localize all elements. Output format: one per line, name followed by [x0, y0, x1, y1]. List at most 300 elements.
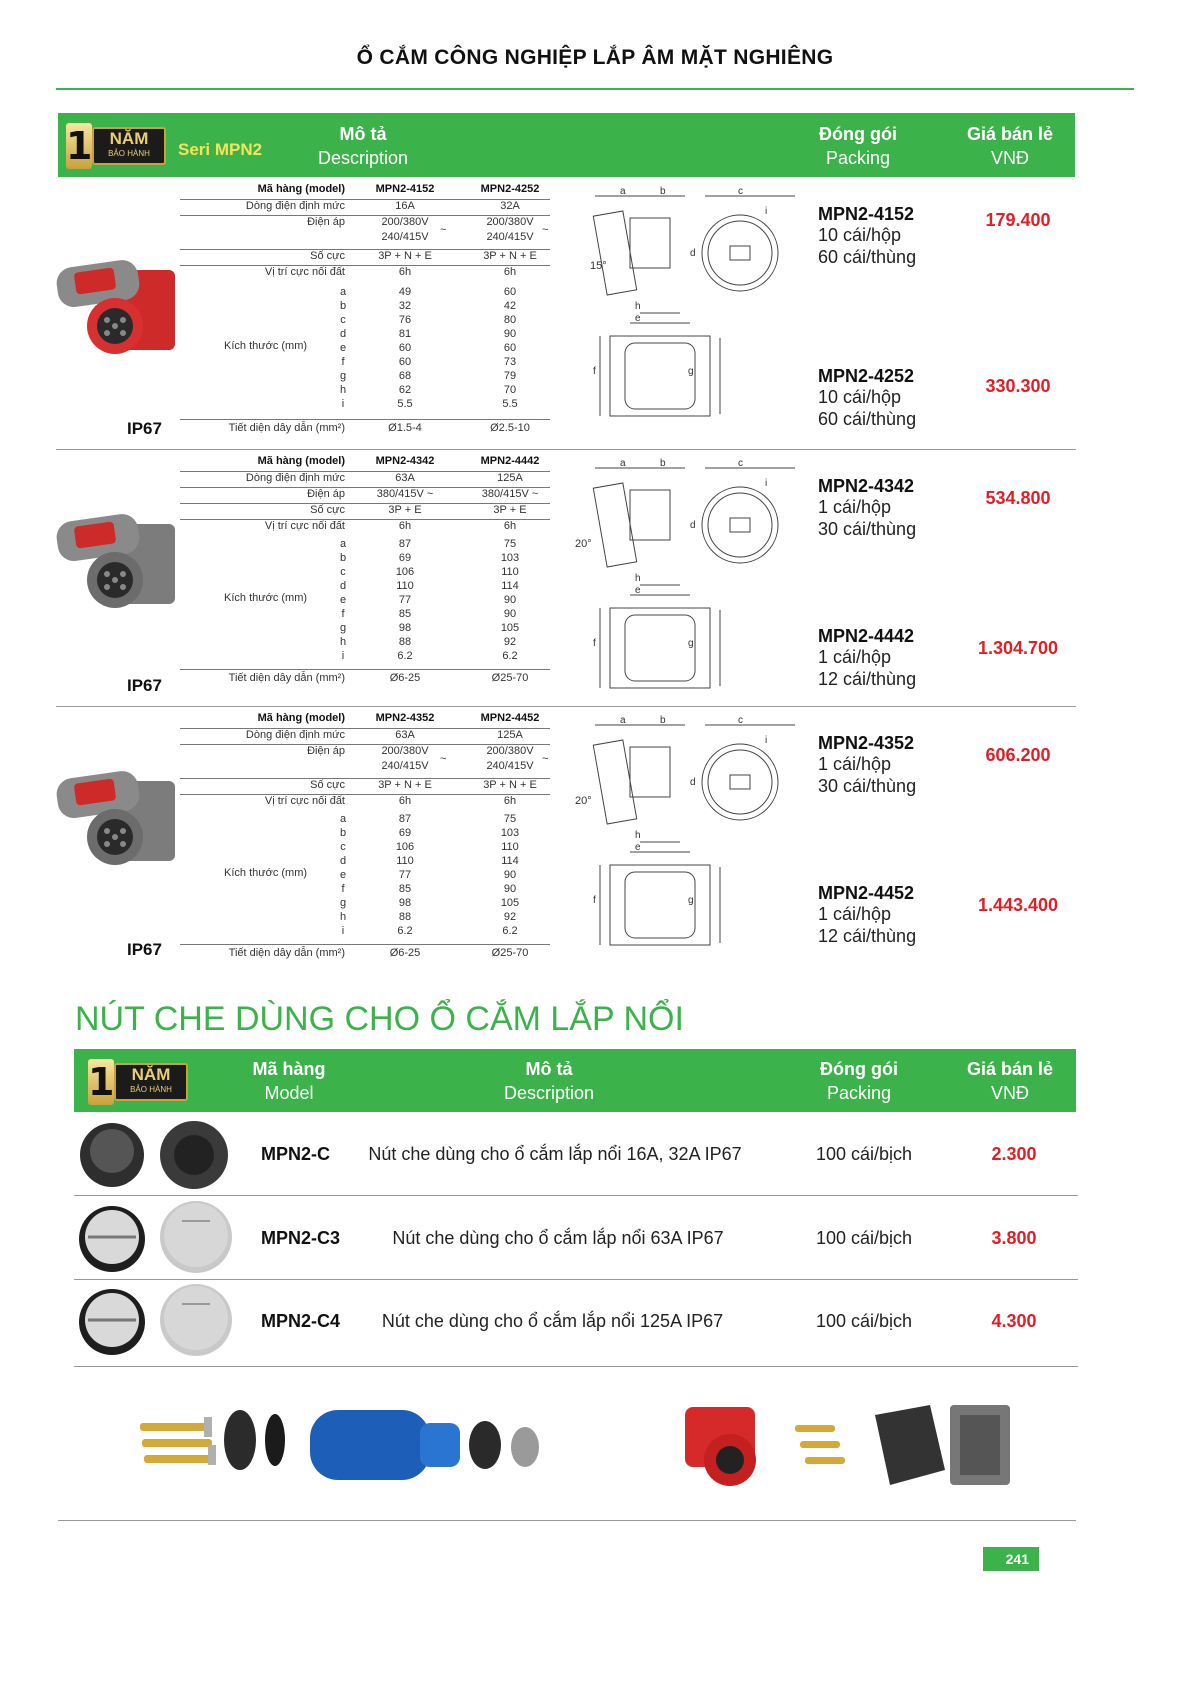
dimension-value: 42 [503, 300, 517, 312]
drawing-label: c [738, 186, 743, 197]
spec-value: 6h [503, 266, 517, 278]
cap-row [74, 1113, 1078, 1195]
spec-table [180, 712, 550, 967]
item-model: MPN2-4452 [818, 883, 915, 903]
spec-value: 6h [503, 520, 517, 532]
dimensions-label: Kích thước (mm) [224, 867, 308, 879]
dimension-value: 110 [501, 566, 519, 578]
caps-table-header [74, 1049, 1076, 1112]
spec-value: Ø6-25 [389, 672, 421, 684]
spec-value: Ø1.5-4 [388, 422, 422, 434]
dimension-value: 87 [398, 538, 412, 550]
dimension-value: 106 [395, 841, 415, 853]
item-price: 534.800 [985, 488, 1051, 508]
dimension-value: 92 [503, 636, 517, 648]
dimension-row [180, 398, 550, 412]
item-pack-carton: 60 cái/thùng [818, 247, 917, 267]
dimension-value: 90 [503, 594, 517, 606]
spec-value: MPN2-4342 [375, 455, 435, 467]
dimension-row [180, 608, 550, 622]
dimension-value: 5.5 [397, 398, 413, 410]
item-price: 1.443.400 [977, 895, 1059, 915]
spec-label: Tiết diện dây dẫn (mm²) [228, 422, 345, 434]
brass-pins-image [140, 1417, 216, 1465]
spec-label: Tiết diện dây dẫn (mm²) [228, 672, 345, 684]
spec-row [180, 729, 550, 745]
angle-label: 15° [590, 260, 607, 272]
dimension-value: 68 [398, 370, 412, 382]
warranty-number: 1 [88, 1060, 115, 1104]
dimension-letter: g [339, 622, 347, 634]
cap-row-divider [74, 1195, 1078, 1196]
dimension-letter: c [340, 841, 346, 853]
drawing-label: h [635, 301, 641, 312]
drawing-label: c [738, 715, 743, 726]
dimension-value: 81 [398, 328, 412, 340]
spec-value: 63A [395, 472, 415, 484]
dimension-value: 114 [501, 855, 519, 867]
drawing-label: e [635, 842, 641, 853]
spec-value: 200/380V [486, 216, 534, 228]
spec-value: 3P + E [388, 504, 422, 516]
page-title: Ổ CẮM CÔNG NGHIỆP LẮP ÂM MẶT NGHIÊNG [356, 46, 834, 69]
cap-description: Nút che dùng cho ổ cắm lắp nổi 125A IP67 [381, 1311, 724, 1331]
red-socket-image [685, 1407, 756, 1486]
spec-rule [180, 944, 550, 945]
spec-value: 380/415V ~ [481, 488, 539, 500]
spec-label: Mã hàng (model) [257, 183, 345, 195]
spec-label: Số cực [310, 250, 345, 262]
item-pack-box: 10 cái/hộp [818, 387, 902, 407]
spec-value: 16A [395, 200, 415, 212]
warranty-label: BẢO HÀNH [108, 149, 150, 158]
spec-value: 63A [395, 729, 415, 741]
item-model: MPN2-4342 [818, 476, 915, 496]
spec-row [180, 183, 550, 200]
drawing-label: f [593, 638, 596, 649]
spec-value: 125A [497, 472, 523, 484]
spec-value: 240/415V [486, 231, 534, 243]
drawing-label: f [593, 366, 596, 377]
item-pack-carton: 30 cái/thùng [818, 776, 917, 796]
dimension-value: 106 [395, 566, 415, 578]
caps-header-description-vi: Mô tả [525, 1059, 573, 1079]
dimension-letter: d [339, 855, 347, 867]
cap-photo [74, 1199, 244, 1277]
dimension-letter: i [341, 650, 345, 662]
page-number: 241 [983, 1547, 1039, 1571]
dimension-value: 79 [503, 370, 517, 382]
dimension-value: 60 [503, 342, 517, 354]
dimension-value: 87 [398, 813, 412, 825]
spec-row [180, 779, 550, 795]
tilde-symbol: ~ [542, 753, 549, 765]
cap-price: 4.300 [991, 1311, 1037, 1331]
item-model: MPN2-4252 [818, 366, 915, 386]
item-pack-box: 1 cái/hộp [818, 754, 892, 774]
dimension-letter: a [339, 813, 347, 825]
dimension-value: 73 [503, 356, 517, 368]
item-price: 330.300 [985, 376, 1051, 396]
dimension-row [180, 300, 550, 314]
spec-value: MPN2-4352 [375, 712, 435, 724]
spec-label: Số cực [310, 779, 345, 791]
dimension-value: 103 [500, 552, 520, 564]
spec-value: 3P + N + E [483, 250, 537, 262]
spec-row [180, 712, 550, 729]
spec-value: 240/415V [381, 760, 429, 772]
spec-value: 6h [398, 266, 412, 278]
dimension-letter: i [341, 925, 345, 937]
spec-value: 200/380V [381, 216, 429, 228]
drawing-label: i [765, 735, 768, 746]
group-divider [56, 706, 1076, 707]
drawing-label: g [688, 895, 694, 906]
drawing-label: i [765, 206, 768, 217]
dimension-value: 6.2 [502, 650, 518, 662]
cap-model: MPN2-C [261, 1144, 331, 1164]
black-insert-image [224, 1410, 285, 1470]
dimension-letter: h [339, 636, 347, 648]
product-table-header [58, 113, 1075, 177]
item-pack-carton: 60 cái/thùng [818, 409, 917, 429]
spec-label: Vị trí cực nối đất [264, 266, 345, 278]
drawing-label: d [690, 248, 696, 259]
tilde-symbol: ~ [440, 224, 447, 236]
dimension-value: 98 [398, 622, 412, 634]
cap-price: 2.300 [991, 1144, 1037, 1164]
header-description [288, 122, 438, 170]
dimension-letter: f [341, 608, 345, 620]
spec-label: Mã hàng (model) [257, 455, 345, 467]
dimension-value: 114 [501, 580, 519, 592]
spec-row [180, 455, 550, 472]
dimension-letter: g [339, 370, 347, 382]
item-model: MPN2-4442 [818, 626, 915, 646]
spec-row [180, 947, 550, 963]
dimension-value: 105 [500, 622, 520, 634]
dimension-value: 98 [398, 897, 412, 909]
spec-label: Vị trí cực nối đất [264, 520, 345, 532]
caps-header-model-vi: Mã hàng [252, 1059, 326, 1079]
item-model: MPN2-4352 [818, 733, 915, 753]
drawing-label: g [688, 366, 694, 377]
dimension-value: 6.2 [397, 925, 413, 937]
dimension-letter: e [339, 594, 347, 606]
dimension-row [180, 384, 550, 398]
ip-rating: IP67 [127, 419, 162, 438]
spec-row [180, 422, 550, 438]
dimension-value: 77 [398, 594, 412, 606]
drawing-label: b [660, 715, 666, 726]
dimension-value: 105 [500, 897, 520, 909]
drawing-label: g [688, 638, 694, 649]
spec-rule [180, 669, 550, 670]
spec-value: Ø6-25 [389, 947, 421, 959]
spec-label: Tiết diện dây dẫn (mm²) [228, 947, 345, 959]
dimension-row [180, 552, 550, 566]
cap-row [74, 1197, 1078, 1279]
dimension-row [180, 911, 550, 925]
cap-packing: 100 cái/bịch [815, 1144, 913, 1164]
spec-label: Số cực [310, 504, 345, 516]
warranty-plate [92, 127, 166, 165]
item-price: 179.400 [985, 210, 1051, 230]
dimension-value: 5.5 [502, 398, 518, 410]
dimension-letter: c [340, 314, 346, 326]
dimension-row [180, 841, 550, 855]
dimension-letter: d [339, 328, 347, 340]
spec-table [180, 183, 550, 446]
dimension-row [180, 636, 550, 650]
bottom-divider [58, 1520, 1076, 1521]
dimension-value: 75 [503, 813, 517, 825]
dimension-value: 90 [503, 883, 517, 895]
dimension-letter: g [339, 897, 347, 909]
dimension-value: 6.2 [397, 650, 413, 662]
dimension-value: 110 [396, 855, 414, 867]
caps-header-packing-en: Packing [826, 1083, 892, 1103]
dimension-row [180, 650, 550, 664]
dimension-row [180, 356, 550, 370]
drawing-label: h [635, 573, 641, 584]
dimension-value: 90 [503, 869, 517, 881]
drawing-label: b [660, 458, 666, 469]
drawing-label: e [635, 313, 641, 324]
dimension-value: 6.2 [502, 925, 518, 937]
dimension-letter: c [340, 566, 346, 578]
dimension-row [180, 566, 550, 580]
technical-drawing [585, 460, 805, 700]
dimension-value: 88 [398, 636, 412, 648]
spec-value: 6h [398, 795, 412, 807]
warranty-label: BẢO HÀNH [130, 1085, 172, 1094]
spec-value: 32A [500, 200, 520, 212]
spec-label: Mã hàng (model) [257, 712, 345, 724]
accessories-photo-strip [130, 1385, 1030, 1515]
spec-value: MPN2-4152 [375, 183, 435, 195]
dimension-value: 110 [501, 841, 519, 853]
cap-photo [74, 1282, 244, 1360]
series-label: Seri MPN2 [178, 140, 263, 159]
dimension-letter: h [339, 384, 347, 396]
spec-value: 3P + E [493, 504, 527, 516]
dimension-row [180, 925, 550, 939]
technical-drawing [585, 717, 805, 957]
caps-header-packing-vi: Đóng gói [820, 1059, 898, 1079]
dimension-value: 90 [503, 328, 517, 340]
spec-value: 200/380V [381, 745, 429, 757]
dimension-row [180, 883, 550, 897]
caps-header-description [474, 1057, 624, 1105]
dimension-value: 76 [398, 314, 412, 326]
dimension-value: 75 [503, 538, 517, 550]
dimension-value: 60 [398, 342, 412, 354]
socket-pins-image [795, 1425, 845, 1464]
warranty-badge [62, 119, 170, 171]
spec-value: 125A [497, 729, 523, 741]
warranty-plate [114, 1063, 188, 1101]
dimension-letter: h [339, 911, 347, 923]
spec-value: Ø2.5-10 [490, 422, 530, 434]
caps-header-model-en: Model [264, 1083, 314, 1103]
spec-row [180, 504, 550, 520]
drawing-label: a [620, 715, 626, 726]
spec-row [180, 520, 550, 536]
dimension-row [180, 314, 550, 328]
caps-header-price-vi: Giá bán lẻ [966, 1059, 1054, 1079]
spec-value: 380/415V ~ [376, 488, 434, 500]
spec-value: 6h [398, 520, 412, 532]
warranty-number: 1 [66, 124, 93, 168]
ip-rating: IP67 [127, 676, 162, 695]
warranty-badge-2 [84, 1055, 192, 1107]
drawing-label: d [690, 777, 696, 788]
dimensions-label: Kích thước (mm) [224, 340, 308, 352]
header-description-vi: Mô tả [339, 124, 387, 144]
item-pack-box: 10 cái/hộp [818, 225, 902, 245]
cap-packing: 100 cái/bịch [815, 1228, 913, 1248]
dimension-letter: e [339, 869, 347, 881]
drawing-label: d [690, 520, 696, 531]
dimension-value: 69 [398, 827, 412, 839]
spec-table [180, 455, 550, 703]
spec-value: 240/415V [486, 760, 534, 772]
caps-header-price-en: VNĐ [990, 1083, 1029, 1103]
cap-row-divider [74, 1366, 1078, 1367]
warranty-year: NĂM [131, 1065, 171, 1084]
dimension-row [180, 813, 550, 827]
caps-header-description-en: Description [503, 1083, 595, 1103]
spec-value: Ø25-70 [491, 947, 529, 959]
spec-label: Vị trí cực nối đất [264, 795, 345, 807]
header-packing-en: Packing [825, 148, 891, 168]
header-packing-vi: Đóng gói [819, 124, 897, 144]
tilde-symbol: ~ [542, 224, 549, 236]
header-price-en: VNĐ [990, 148, 1029, 168]
spec-value: Ø25-70 [491, 672, 529, 684]
spec-label: Dòng điện định mức [245, 729, 345, 741]
dimension-value: 69 [398, 552, 412, 564]
spec-value: 3P + N + E [378, 250, 432, 262]
item-pack-carton: 30 cái/thùng [818, 519, 917, 539]
dimension-value: 80 [503, 314, 517, 326]
item-pack-box: 1 cái/hộp [818, 647, 892, 667]
drawing-label: c [738, 458, 743, 469]
spec-label: Điện áp [307, 488, 345, 500]
spec-row [180, 795, 550, 811]
dimension-value: 90 [503, 608, 517, 620]
spec-row [180, 266, 550, 282]
spec-value: MPN2-4252 [480, 183, 540, 195]
cap-packing: 100 cái/bịch [815, 1311, 913, 1331]
spec-value: 3P + N + E [378, 779, 432, 791]
item-pack-carton: 12 cái/thùng [818, 926, 917, 946]
cap-photo [74, 1115, 244, 1193]
drawing-label: f [593, 895, 596, 906]
dimension-value: 85 [398, 608, 412, 620]
spec-row [180, 200, 550, 216]
header-description-en: Description [317, 148, 409, 168]
cap-model: MPN2-C3 [261, 1228, 341, 1248]
spec-value: 3P + N + E [483, 779, 537, 791]
drawing-label: a [620, 186, 626, 197]
header-price-vi: Giá bán lẻ [966, 124, 1054, 144]
angle-label: 20° [575, 795, 592, 807]
dimension-value: 62 [398, 384, 412, 396]
spec-value: 200/380V [486, 745, 534, 757]
dimension-value: 103 [500, 827, 520, 839]
cap-price: 3.800 [991, 1228, 1037, 1248]
dimension-row [180, 622, 550, 636]
angle-label: 20° [575, 538, 592, 550]
dimension-letter: e [339, 342, 347, 354]
dimension-row [180, 538, 550, 552]
dimension-value: 88 [398, 911, 412, 923]
dimension-letter: f [341, 356, 345, 368]
item-model: MPN2-4152 [818, 204, 915, 224]
dimension-value: 70 [503, 384, 517, 396]
dimension-letter: b [339, 300, 347, 312]
blue-plug-image [310, 1410, 460, 1480]
item-pack-box: 1 cái/hộp [818, 497, 892, 517]
spec-label: Dòng điện định mức [245, 200, 345, 212]
drawing-label: e [635, 585, 641, 596]
dimension-value: 77 [398, 869, 412, 881]
dimension-letter: b [339, 827, 347, 839]
item-price: 606.200 [985, 745, 1051, 765]
spec-row [180, 745, 550, 779]
tilde-symbol: ~ [440, 753, 447, 765]
caps-header-price [950, 1057, 1070, 1105]
spec-value: MPN2-4452 [480, 712, 540, 724]
dimension-letter: b [339, 552, 347, 564]
caps-header-model [219, 1057, 359, 1105]
socket-housing-image [875, 1405, 1010, 1485]
ip-rating: IP67 [127, 940, 162, 959]
warranty-year: NĂM [109, 129, 149, 148]
spec-value: 6h [503, 795, 517, 807]
gland-image [469, 1421, 539, 1469]
cap-description: Nút che dùng cho ổ cắm lắp nổi 63A IP67 [392, 1228, 724, 1248]
cap-row [74, 1280, 1078, 1366]
dimension-letter: i [341, 398, 345, 410]
dimension-letter: d [339, 580, 347, 592]
dimension-letter: f [341, 883, 345, 895]
dimension-value: 92 [503, 911, 517, 923]
spec-label: Điện áp [307, 216, 345, 228]
item-pack-box: 1 cái/hộp [818, 904, 892, 924]
drawing-label: h [635, 830, 641, 841]
group-divider [56, 449, 1076, 450]
spec-row [180, 472, 550, 488]
drawing-label: b [660, 186, 666, 197]
socket-photo [55, 256, 185, 366]
cap-model: MPN2-C4 [261, 1311, 341, 1331]
dimension-row [180, 827, 550, 841]
drawing-label: i [765, 478, 768, 489]
spec-label: Dòng điện định mức [245, 472, 345, 484]
dimensions-label: Kích thước (mm) [224, 592, 308, 604]
spec-row [180, 488, 550, 504]
spec-row [180, 672, 550, 688]
item-price: 1.304.700 [977, 638, 1059, 658]
socket-photo [55, 767, 185, 877]
dimension-value: 60 [398, 356, 412, 368]
dimension-row [180, 286, 550, 300]
drawing-label: a [620, 458, 626, 469]
dimension-value: 110 [396, 580, 414, 592]
